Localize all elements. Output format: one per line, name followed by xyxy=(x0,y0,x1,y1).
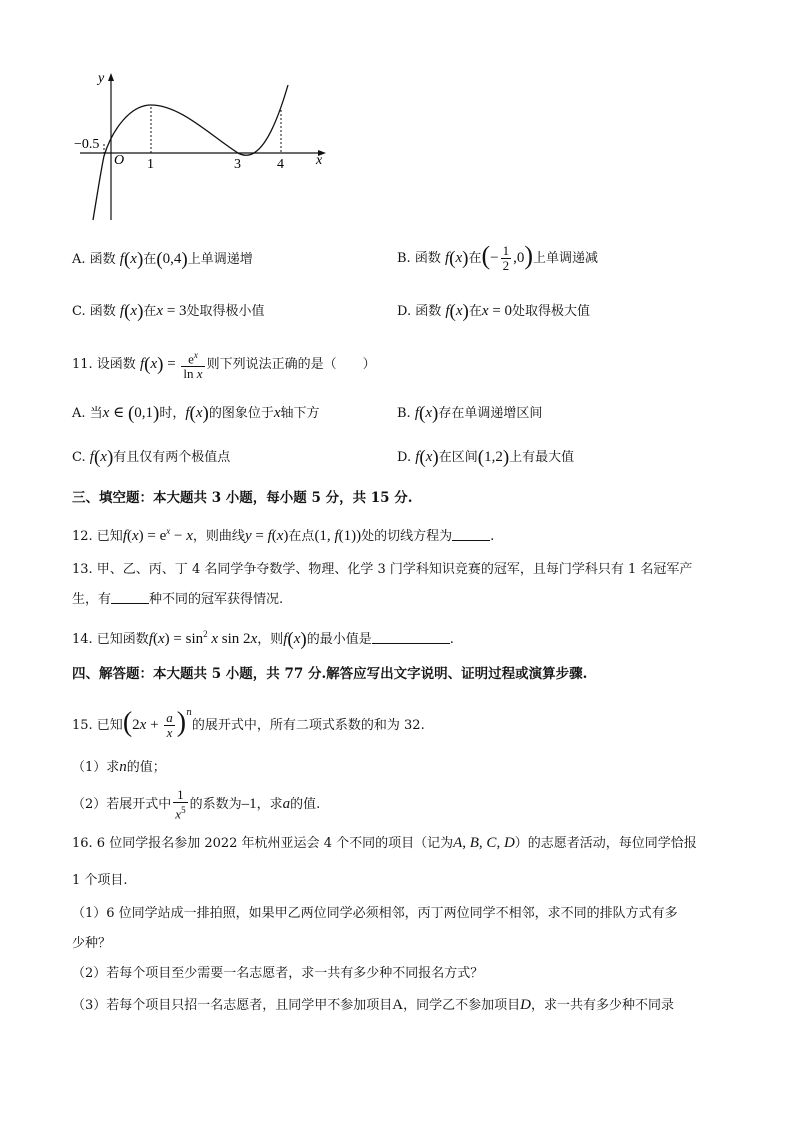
y-axis-label: y xyxy=(98,71,105,86)
q13-line-2: 生，有 种不同的冠军获得情况. xyxy=(72,592,284,607)
q11-option-a: A. 当x ∈ (0,1)时，f(x)的图象位于x轴下方 xyxy=(72,403,320,424)
q13-line-1: 13. 甲、乙、丙、丁 4 名同学争夺数学、物理、化学 3 门学科知识竞赛的冠军，且每门学科只有 1 名冠军产 xyxy=(72,562,693,577)
x-axis-label: x xyxy=(316,153,323,168)
q16-sub-1-cont: 少种？ xyxy=(72,936,112,951)
q11-option-b: B. f(x)存在单调递增区间 xyxy=(397,403,543,424)
q16-sub-2: （2）若每个项目至少需要一名志愿者，求一共有多少种不同报名方式？ xyxy=(72,966,484,981)
q16-sub-3: （3）若每个项目只招一名志愿者，且同学甲不参加项目A，同学乙不参加项目D，求一共有多少种不同录 xyxy=(72,997,674,1013)
section-4-heading: 四、解答题：本大题共 5 小题，共 77 分.解答应写出文字说明、证明过程或演算步骤. xyxy=(72,666,588,682)
q10-option-b: B. 函数 f(x)在(− $\frac{1}{2}$ ,0)上单调递减 xyxy=(397,241,599,273)
q11-option-c: C. f(x)有且仅有两个极值点 xyxy=(72,447,231,468)
tick-1: 1 xyxy=(147,157,154,172)
q16-sub-1: （1）6 位同学站成一排拍照，如果甲乙两位同学必须相邻，丙丁两位同学不相邻，求不同的排队方式有多 xyxy=(72,906,678,921)
y-axis-arrow-icon xyxy=(108,73,114,81)
origin-label: O xyxy=(114,153,125,168)
q15-sub-2: （2）若展开式中 $\frac{1}{x^5}$ 的系数为–1，求a的值. xyxy=(72,787,321,822)
q12: 12. 已知$f(x) = e^x - x$，则曲线y = f(x)在点(1, f(1))处的切线方程为 . xyxy=(72,526,495,544)
q10-option-a: A. 函数 f(x)在(0,4)上单调递增 xyxy=(72,249,253,270)
q16-line-1: 16. 6 位同学报名参加 2022 年杭州亚运会 4 个不同的项目（记为A, B, C, D）的志愿者活动，每位同学恰报 xyxy=(72,835,697,851)
q10-option-c: C. 函数 f(x)在x = 3处取得极小值 xyxy=(72,301,265,322)
q14: 14. 已知函数$f(x) = \sin^2 x$ sin 2x，则f(x)的最小值是 . xyxy=(72,629,454,650)
q10-option-d: D. 函数 f(x)在x = 0处取得极大值 xyxy=(397,301,591,322)
tick-4: 4 xyxy=(277,157,284,172)
q11-stem: 11. 设函数 f(x) = $\frac{e^x}{\text{ln x}}$ 则下列说法正确的是（ ） xyxy=(72,350,376,382)
tick-neg05: −0.5 xyxy=(74,137,100,152)
q11-option-d: D. f(x)在区间(1,2)上有最大值 xyxy=(397,447,575,468)
function-graph xyxy=(60,60,340,225)
section-3-heading: 三、填空题：本大题共 3 小题，每小题 5 分，共 15 分. xyxy=(72,490,413,506)
tick-3: 3 xyxy=(234,157,241,172)
q15-stem: 15. 已知(2x + $\frac{a}{x}$ )$^n$的展开式中，所有二项式系数的和为 32. xyxy=(72,707,425,740)
q16-line-2: 1 个项目. xyxy=(72,873,128,888)
q15-sub-1: （1）求n的值； xyxy=(72,759,166,775)
